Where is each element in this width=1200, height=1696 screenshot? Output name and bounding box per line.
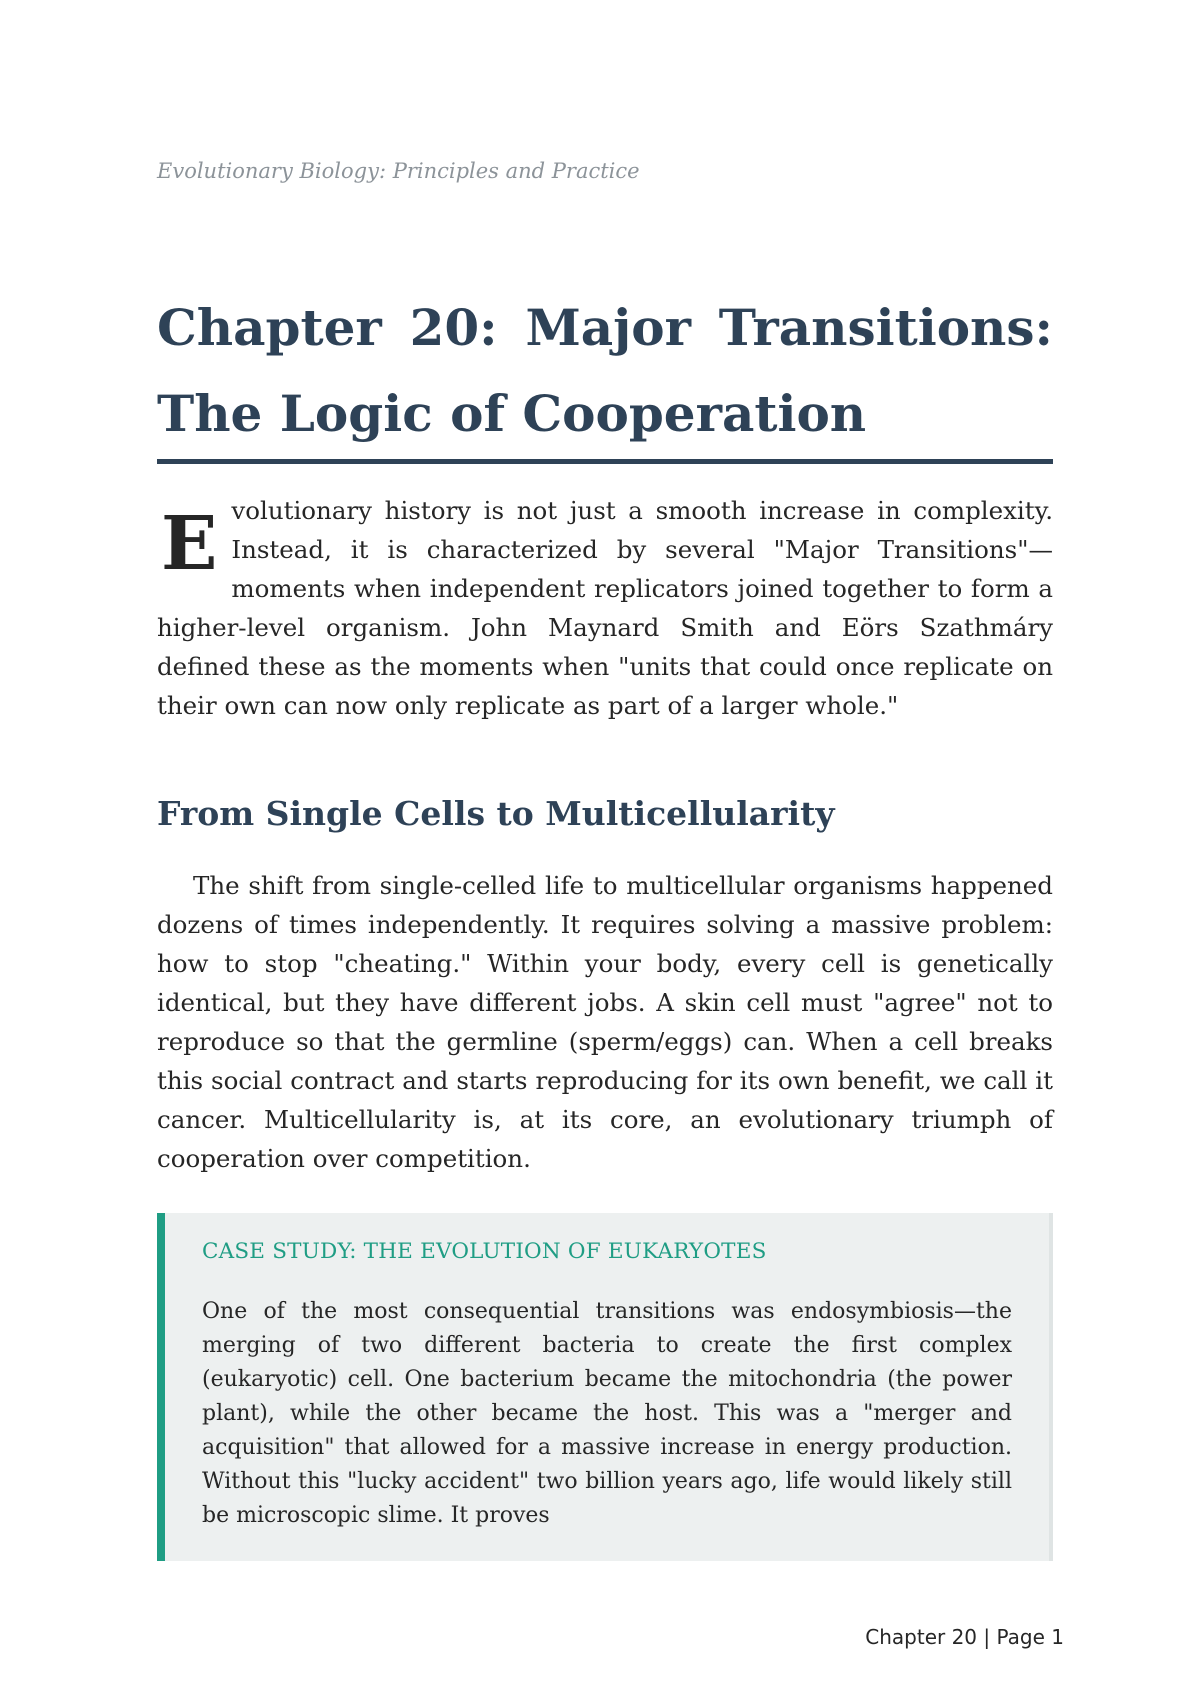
chapter-title: Chapter 20: Major Transitions: The Logic of Cooperation [157,298,1053,443]
intro-paragraph [157,491,1053,725]
section-heading: From Single Cells to Multicellularity [157,794,835,833]
case-study-title: CASE STUDY: THE EVOLUTION OF EUKARYOTES [202,1239,767,1264]
running-header: Evolutionary Biology: Principles and Practice [157,159,640,183]
case-study-text: One of the most consequential transitions was endosymbiosis—the merging of two different bacteria to create the first complex (eukaryotic) cell. One bacterium became the mitochondria (the power plant), while the other became the host. This was a "merger and acquisition" that allowed for a massive increase in energy production. Without this "lucky accident" two billion years ago, life would likely still be microscopic slime. It proves [202,1299,1012,1528]
section-paragraph: The shift from single-celled life to multicellular organisms happened dozens of times independently. It requires solving a massive problem: how to stop "cheating." Within your body, every cell is genetically identical, but they have different jobs. A skin cell must "agree" not to reproduce so that the germline (sperm/eggs) can. When a cell breaks this social contract and starts reproducing for its own benefit, we call it cancer. Multicellularity is, at its core, an evolutionary triumph of cooperation over competition. [157,871,1053,1173]
title-divider [157,459,1053,464]
intro-text: volutionary history is not just a smooth increase in complexity. Instead, it is characterized by several "Major Transitions"—moments when independent replicators joined together to form a higher-level organism. John Maynard Smith and Eörs Szathmáry defined these as the moments when "units that could once replicate on their own can now only replicate as part of a larger whole." [157,496,1053,720]
page-footer: Chapter 20 | Page 1 [865,1625,1064,1649]
case-study-box [157,1213,1053,1561]
drop-cap: E [161,501,218,587]
